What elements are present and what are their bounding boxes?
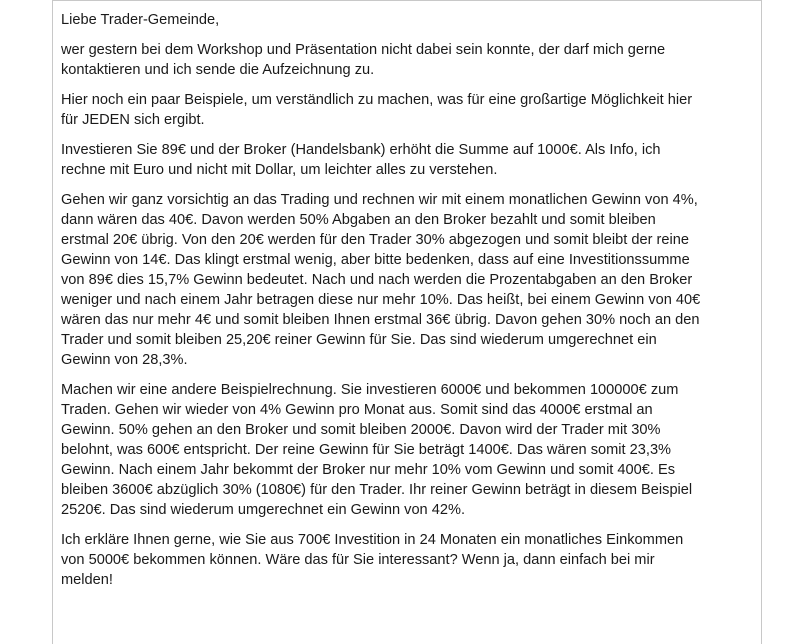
paragraph-examples-intro: Hier noch ein paar Beispiele, um verständlich zu machen, was für eine großartige Möglichkeit hier für JEDEN sich ergibt. <box>61 92 693 128</box>
paragraph-greeting: Liebe Trader-Gemeinde, <box>61 12 220 28</box>
paragraph-example-1: Gehen wir ganz vorsichtig an das Trading und rechnen wir mit einem monatlichen Gewinn von 4%, dann wären das 40€. Davon werden 50% Abgaben an den Broker bezahlt und somit bleiben erstmal 20€ übrig. Von den 20€ werden für den Trader 30% abgezogen und somit bleibt der reine Gewinn von 14€. Das klingt erstmal wenig, aber bitte bedenken, dass auf eine Investitionssumme von 89€ dies 15,7% Gewinn bedeutet. Nach und nach werden die Prozentabgaben an den Broker weniger und nach einem Jahr betragen diese nur mehr 10%. Das heißt, bei einem Gewinn von 40€ wären das nur mehr 4€ und somit bleiben Ihnen erstmal 36€ übrig. Davon gehen 30% noch an den Trader und somit bleiben 25,20€ reiner Gewinn für Sie. Das sind wiederum umgerechnet ein Gewinn von 28,3%. <box>61 192 701 368</box>
paragraph-example-2: Machen wir eine andere Beispielrechnung. Sie investieren 6000€ und bekommen 100000€ zum Traden. Gehen wir wieder von 4% Gewinn pro Monat aus. Somit sind das 4000€ erstmal an Gewinn. 50% gehen an den Broker und somit bleiben 2000€. Davon wird der Trader mit 30% belohnt, was 600€ entspricht. Der reine Gewinn für Sie beträgt 1400€. Das wären somit 23,3% Gewinn. Nach einem Jahr bekommt der Broker nur mehr 10% vom Gewinn und somit 400€. Es bleiben 3600€ abzüglich 30% (1080€) für den Trader. Ihr reiner Gewinn beträgt in diesem Beispiel 2520€. Das sind wiederum umgerechnet ein Gewinn von 42%. <box>61 382 693 518</box>
document-body[interactable] <box>52 0 762 644</box>
paragraph-workshop: wer gestern bei dem Workshop und Präsentation nicht dabei sein konnte, der darf mich gerne kontaktieren und ich sende die Aufzeichnung zu. <box>61 42 666 78</box>
paragraph-closing: Ich erkläre Ihnen gerne, wie Sie aus 700€ Investition in 24 Monaten ein monatliches Einkommen von 5000€ bekommen können. Wäre das für Sie interessant? Wenn ja, dann einfach bei mir melden! <box>61 532 684 588</box>
paragraph-investment-info: Investieren Sie 89€ und der Broker (Handelsbank) erhöht die Summe auf 1000€. Als Info, ich rechne mit Euro und nicht mit Dollar, um leichter alles zu verstehen. <box>61 142 661 178</box>
